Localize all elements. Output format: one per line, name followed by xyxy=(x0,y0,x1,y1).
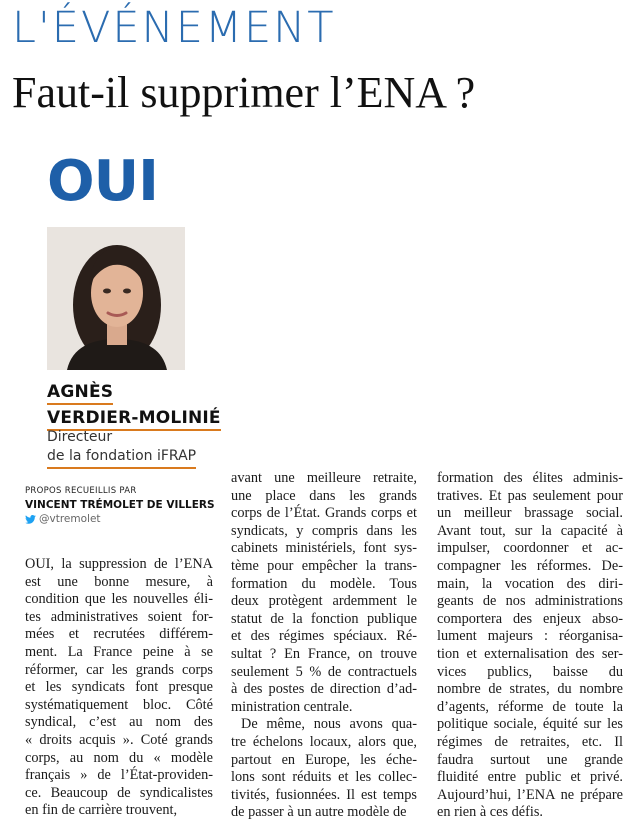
article-line: impulser, coordonner et ac- xyxy=(437,540,623,557)
article-line: faudra surtout une grande xyxy=(437,751,623,768)
portrait-image xyxy=(47,227,185,370)
article-line: formation du modèle. Tous xyxy=(231,575,417,592)
article-line: syndicats, y compris dans les xyxy=(231,522,417,539)
author-organization: de la fondation iFRAP xyxy=(47,447,196,469)
article-line: tes administratives soient for- xyxy=(25,608,213,625)
article-line: Aujourd’hui, l’ENA ne prépare xyxy=(437,786,623,803)
article-line: tivités, fusionnées. Il est temps xyxy=(231,786,417,803)
article-line: corps, au nom du « modèle xyxy=(25,749,213,766)
article-column-1 xyxy=(25,556,213,820)
article-line: politique sociale, équité sur les xyxy=(437,716,623,733)
article-column-3 xyxy=(437,470,623,822)
article-line: à des postes de direction d’ad- xyxy=(231,681,417,698)
headline: Faut-il supprimer l’ENA ? xyxy=(12,68,476,117)
section-rubric: L'ÉVÉNEMENT xyxy=(12,3,336,53)
author-portrait xyxy=(47,227,185,370)
article-line: deux protègent ardemment le xyxy=(231,593,417,610)
article-line: mées et recrutées différem- xyxy=(25,626,213,643)
article-line: cabinets ministériels, font sys- xyxy=(231,540,417,557)
twitter-bird-icon xyxy=(25,515,36,524)
article-line: d’agents, réforme de toute la xyxy=(437,698,623,715)
author-title: Directeur xyxy=(47,429,113,445)
article-line: régimes de retraites, etc. Il xyxy=(437,733,623,750)
credit-name: VINCENT TRÉMOLET DE VILLERS xyxy=(25,499,215,511)
article-line: OUI, la suppression de l’ENA xyxy=(25,556,213,572)
article-line: une place dans les grands xyxy=(231,487,417,504)
article-line: condition que les nouvelles éli- xyxy=(25,591,213,608)
article-line: sultat ? En France, on trouve xyxy=(231,645,417,662)
article-line: partout en Europe, les éche- xyxy=(231,751,417,768)
article-line: De même, nous avons qua- xyxy=(241,716,417,733)
credit-intro: PROPOS RECUEILLIS PAR xyxy=(25,486,137,496)
article-line: réformer, car les grands corps xyxy=(25,661,213,678)
article-line: lument majeurs : réorganisa- xyxy=(437,628,623,645)
article-line: vices publics, baisse du xyxy=(437,663,623,680)
author-last-name: VERDIER-MOLINIÉ xyxy=(47,407,221,431)
article-line: un meilleur brassage social. xyxy=(437,505,623,522)
article-line: en fin de carrière trouvent, xyxy=(25,802,178,819)
credit-handle-text: @vtremolet xyxy=(39,513,101,525)
article-line: tre échelons locaux, alors que, xyxy=(231,733,417,750)
article-line: tion et externalisation des ser- xyxy=(437,645,623,662)
article-line: systématiquement bloc. Côté xyxy=(25,696,213,713)
article-column-2 xyxy=(231,470,417,822)
article-line: syndical, c’est au nom des xyxy=(25,714,213,731)
credit-handle[interactable] xyxy=(25,513,101,525)
article-line: geants de nos administrations xyxy=(437,593,623,610)
article-line: tratives. Et pas seulement pour xyxy=(437,487,623,504)
article-line: et des régimes spéciaux. Ré- xyxy=(231,628,417,645)
article-line: statut de la fonction publique xyxy=(231,610,417,627)
article-line: compagner les réformes. De- xyxy=(437,557,623,574)
article-line: et les syndicats font presque xyxy=(25,679,213,696)
article-line: corps de l’État. Grands corps et xyxy=(231,505,417,522)
article-line: fluidité entre public et privé. xyxy=(437,769,623,786)
article-line: ministration centrale. xyxy=(231,698,353,715)
article-line: avant une meilleure retraite, xyxy=(231,470,417,486)
article-line: main, la vocation des diri- xyxy=(437,575,623,592)
article-line: est une bonne mesure, à xyxy=(25,573,213,590)
author-first-name: AGNÈS xyxy=(47,381,113,405)
article-line: formation des élites adminis- xyxy=(437,470,623,486)
article-line: en rien à ces défis. xyxy=(437,804,543,821)
article-line: « droits acquis ». Coté grands xyxy=(25,731,213,748)
article-line: comportera des enjeux abso- xyxy=(437,610,623,627)
article-line: ce. Beaucoup de syndicalistes xyxy=(25,784,213,801)
author-name xyxy=(47,381,221,433)
article-line: français » de l’État-providen- xyxy=(25,767,213,784)
article-line: tème pour empêcher la trans- xyxy=(231,557,417,574)
article-line: lons sont réduits et les collec- xyxy=(231,769,417,786)
article-line: de passer à un autre modèle de xyxy=(231,804,407,821)
article-line: ment. La France peine à se xyxy=(25,643,213,660)
article-line: nombre de strates, du nombre xyxy=(437,681,623,698)
verdict-label: OUI xyxy=(47,149,158,214)
author-role xyxy=(47,428,196,469)
article-line: Avant tout, sur la capacité à xyxy=(437,522,623,539)
article-line: seulement 5 % de contractuels xyxy=(231,663,417,680)
